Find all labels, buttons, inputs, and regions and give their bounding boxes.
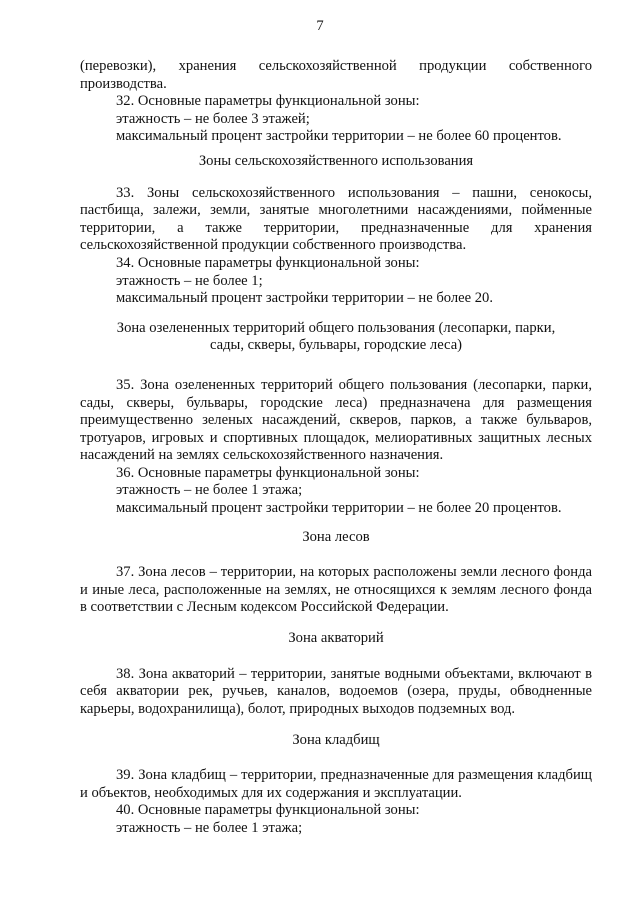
parameter-floors: этажность – не более 3 этажей; (116, 110, 310, 127)
page-number: 7 (316, 18, 324, 34)
paragraph-36: 36. Основные параметры функциональной зоны: (116, 464, 420, 481)
parameter-floors: этажность – не более 1 этажа; (116, 819, 303, 836)
parameter-coverage: максимальный процент застройки территории – не более 60 процентов. (116, 128, 562, 145)
section-heading-green-line1: Зона озелененных территорий общего пользования (лесопарки, парки, (116, 319, 556, 336)
parameter-floors: этажность – не более 1 этажа; (116, 482, 303, 499)
paragraph-40: 40. Основные параметры функциональной зоны: (116, 802, 420, 819)
section-heading-cemeteries: Зона кладбищ (292, 732, 380, 749)
paragraph-37: 37. Зона лесов – территории, на которых расположены земли лесного фонда и иные леса, расположенные на землях, не относящихся к землям лесного фонда в соответствии с Лесным кодексом Российской Федерации. (80, 564, 592, 616)
parameter-coverage: максимальный процент застройки территории – не более 20. (116, 290, 493, 307)
paragraph-35: 35. Зона озелененных территорий общего пользования (лесопарки, парки, сады, скверы, бульвары, городские леса) предназначена для размещения преимущественно зеленых насаждений, скверов, парков, а также бульваров, тротуаров, игровых и спортивных площадок, мелиоративных защитных лесных насаждений на землях сельскохозяйственного назначения. (80, 376, 592, 464)
paragraph-34: 34. Основные параметры функциональной зоны: (116, 254, 420, 271)
section-heading-green-line2: сады, скверы, бульвары, городские леса) (209, 337, 463, 354)
document-body (80, 58, 592, 837)
parameter-floors: этажность – не более 1; (116, 272, 263, 289)
parameter-coverage: максимальный процент застройки территории – не более 20 процентов. (116, 500, 562, 517)
paragraph-38: 38. Зона акваторий – территории, занятые водными объектами, включают в себя акватории рек, ручьев, каналов, водоемов (озера, пруды, обводненные карьеры, водохранилища), болот, природных выходов подземных вод. (80, 665, 592, 717)
section-heading-agricultural: Зоны сельскохозяйственного использования (198, 152, 474, 169)
paragraph-32: 32. Основные параметры функциональной зоны: (116, 93, 420, 110)
section-heading-water: Зона акваторий (288, 630, 384, 647)
paragraph-continuation: (перевозки), хранения сельскохозяйственной продукции собственного производства. (80, 58, 592, 92)
paragraph-39: 39. Зона кладбищ – территории, предназначенные для размещения кладбищ и объектов, необходимых для их содержания и эксплуатации. (80, 767, 592, 801)
paragraph-33: 33. Зоны сельскохозяйственного использования – пашни, сенокосы, пастбища, залежи, земли, занятые многолетними насаждениями, пойменные территории, а также территории, предназначенные для хранения сельскохозяйственной продукции собственного производства. (80, 184, 592, 254)
section-heading-forests: Зона лесов (302, 528, 370, 545)
